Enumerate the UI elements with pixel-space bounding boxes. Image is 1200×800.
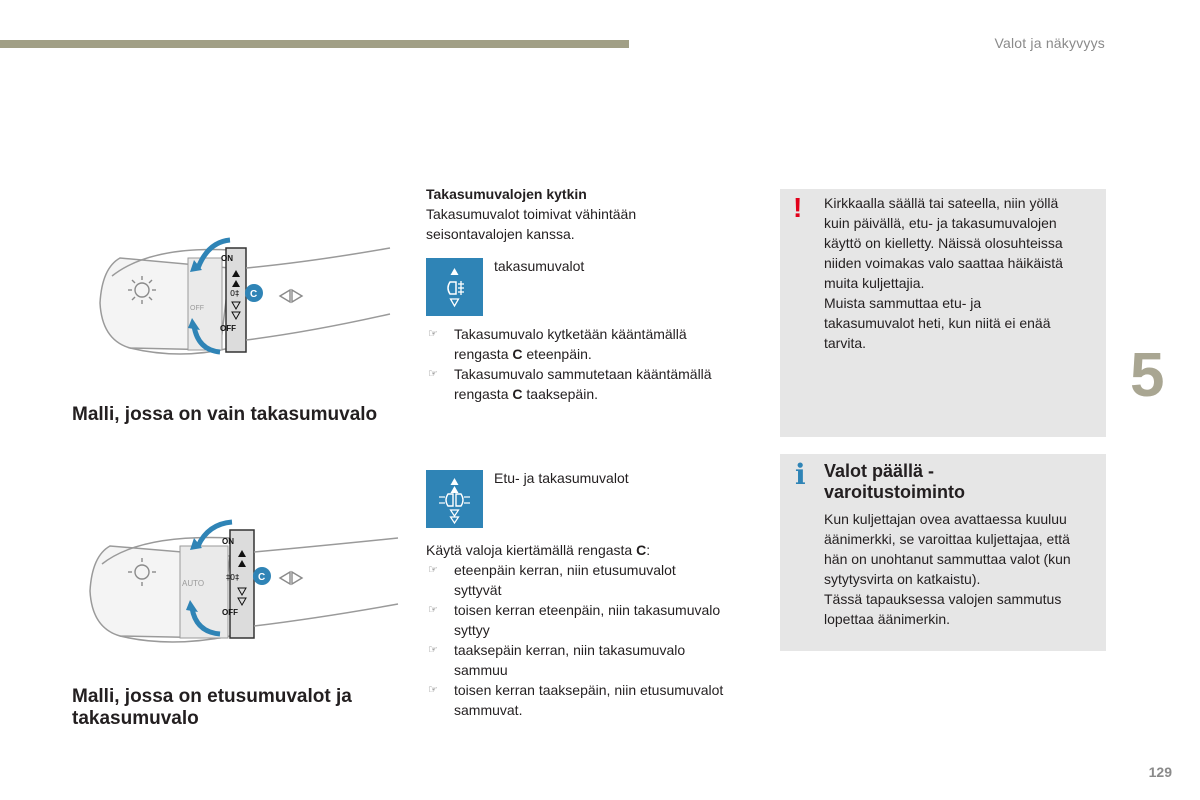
info-text: Kun kuljettajan ovea avattaessa kuuluu äänimerkki, se varoittaa kuljettajaa, että hän on unohtanut sammuttaa valot (kun sytytysvirta on katkaistu). Tässä tapauksessa valojen sammutus lopettaa äänimerkin. [824, 511, 1071, 627]
flash-arrows-icon [280, 290, 302, 302]
rear-switch-section [426, 184, 766, 244]
rear-fog-light-icon [426, 258, 483, 316]
info-icon: i [795, 458, 806, 491]
rear-switch-intro-line2: seisontavalojen kanssa. [426, 226, 575, 242]
pointing-hand-icon: ☞ [428, 328, 438, 340]
list-item: ☞ taaksepäin kerran, niin takasumuvalo sammuu [428, 642, 686, 678]
pointing-hand-icon: ☞ [428, 564, 438, 576]
figure-caption-rear-only: Malli, jossa on vain takasumuvalo [72, 404, 378, 425]
front-rear-intro: Käytä valoja kiertämällä rengasta C: [426, 542, 651, 558]
info-title: Valot päällä - varoitustoiminto [824, 461, 966, 502]
stalk-illustration-front-rear-fog [80, 516, 400, 661]
rear-switch-intro-line1: Takasumuvalot toimivat vähintään [426, 206, 637, 222]
svg-text:C: C [258, 572, 266, 583]
pointing-hand-icon: ☞ [428, 644, 438, 656]
figure-caption-front-rear: Malli, jossa on etusumuvalot ja takasumuvalo [72, 686, 352, 729]
svg-text:OFF: OFF [220, 324, 236, 333]
rear-switch-heading: Takasumuvalojen kytkin [426, 186, 587, 202]
rear-switch-steps [426, 324, 766, 404]
chapter-number: 5 [1130, 341, 1165, 410]
svg-text:C: C [250, 289, 258, 300]
page-number: 129 [1148, 764, 1172, 780]
pointing-hand-icon: ☞ [428, 684, 438, 696]
list-item: ☞ Takasumuvalo sammutetaan kääntämällä rengasta C taaksepäin. [428, 366, 712, 402]
pointing-hand-icon: ☞ [428, 368, 438, 380]
rear-fog-icon-label: takasumuvalot [494, 258, 585, 274]
section-title: Valot ja näkyvyys [994, 35, 1105, 51]
header-bar [0, 40, 629, 48]
stalk-illustration-rear-fog [90, 228, 400, 373]
svg-text:OFF: OFF [190, 305, 204, 312]
svg-text:OFF: OFF [222, 608, 238, 617]
svg-text:0‡: 0‡ [230, 289, 240, 298]
list-item: ☞ toisen kerran taaksepäin, niin etusumuvalot sammuvat. [428, 682, 724, 718]
svg-text:‡0‡: ‡0‡ [226, 573, 240, 582]
front-rear-steps [426, 560, 766, 720]
front-and-rear-fog-light-icon [426, 470, 483, 528]
warning-text: Kirkkaalla säällä tai sateella, niin yöllä kuin päivällä, etu- ja takasumuvalojen käyttö on kielletty. Näissä olosuhteissa niiden voimakas valo saattaa häikäistä muita kuljettajia. Muista sammuttaa etu- ja takasumuvalot heti, kun niitä ei enää tarvita. [824, 195, 1063, 351]
svg-text:AUTO: AUTO [182, 579, 205, 588]
pointing-hand-icon: ☞ [428, 604, 438, 616]
front-rear-icon-label: Etu- ja takasumuvalot [494, 470, 629, 486]
flash-arrows-icon [280, 572, 302, 584]
list-item: ☞ Takasumuvalo kytketään kääntämällä rengasta C eteenpäin. [428, 326, 687, 362]
list-item: ☞ eteenpäin kerran, niin etusumuvalot syttyvät [428, 562, 676, 598]
svg-text:ON: ON [221, 254, 233, 263]
warning-exclamation-icon: ! [793, 192, 803, 223]
svg-text:ON: ON [222, 537, 234, 546]
list-item: ☞ toisen kerran eteenpäin, niin takasumuvalo syttyy [428, 602, 721, 638]
